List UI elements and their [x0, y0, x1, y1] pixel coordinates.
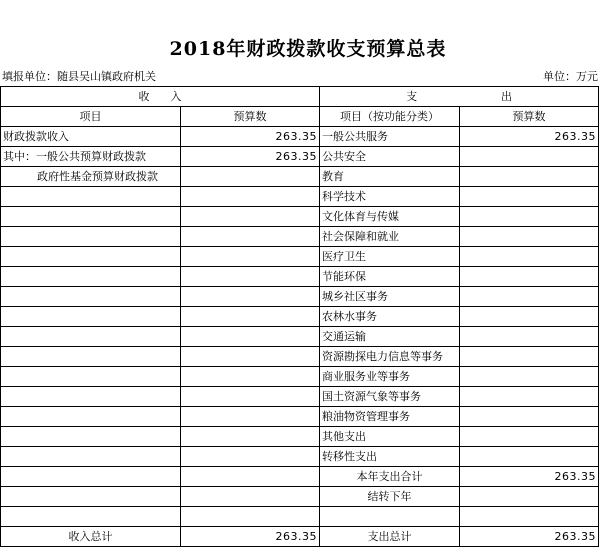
income-item-label: 其中：一般公共预算财政拨款	[1, 147, 181, 167]
table-row	[1, 287, 599, 307]
expense-item-value: 263.35	[460, 467, 599, 487]
expense-item-value	[460, 447, 599, 467]
col-header-budget-2: 预算数	[460, 107, 599, 127]
empty-cell	[1, 347, 181, 367]
expense-item-label: 教育	[320, 167, 460, 187]
empty-cell	[181, 487, 320, 507]
expense-item-value	[460, 387, 599, 407]
expense-item-value	[460, 407, 599, 427]
empty-cell	[181, 247, 320, 267]
income-item-value: 263.35	[181, 147, 320, 167]
unit-row	[0, 68, 598, 84]
expense-item-value	[460, 187, 599, 207]
expense-item-label: 国土资源气象等事务	[320, 387, 460, 407]
empty-cell	[181, 407, 320, 427]
table-row	[1, 447, 599, 467]
expense-item-value	[460, 327, 599, 347]
empty-cell	[181, 287, 320, 307]
expense-item-value	[460, 287, 599, 307]
empty-cell	[460, 507, 599, 527]
table-row	[1, 347, 599, 367]
empty-cell	[181, 347, 320, 367]
empty-cell	[181, 327, 320, 347]
empty-cell	[1, 507, 181, 527]
table-row	[1, 147, 599, 167]
expense-item-label: 城乡社区事务	[320, 287, 460, 307]
income-item-label: 财政拨款收入	[1, 127, 181, 147]
empty-cell	[181, 187, 320, 207]
empty-cell	[181, 507, 320, 527]
table-row	[1, 427, 599, 447]
expense-item-value	[460, 227, 599, 247]
reporting-unit: 填报单位：随县吴山镇政府机关	[2, 70, 156, 83]
expense-item-value	[460, 147, 599, 167]
col-header-item: 项目	[1, 107, 181, 127]
column-header-row	[1, 107, 599, 127]
expense-item-label: 公共安全	[320, 147, 460, 167]
empty-cell	[181, 207, 320, 227]
empty-cell	[1, 187, 181, 207]
expense-section-header: 支 出	[320, 87, 599, 107]
expense-item-label: 社会保障和就业	[320, 227, 460, 247]
empty-cell	[1, 367, 181, 387]
expense-item-value	[460, 247, 599, 267]
empty-cell	[181, 387, 320, 407]
expense-item-label: 转移性支出	[320, 447, 460, 467]
expense-item-label: 本年支出合计	[320, 467, 460, 487]
table-row	[1, 167, 599, 187]
income-item-value: 263.35	[181, 127, 320, 147]
income-total-value: 263.35	[181, 527, 320, 547]
empty-cell	[181, 367, 320, 387]
expense-item-label: 结转下年	[320, 487, 460, 507]
expense-item-value	[460, 267, 599, 287]
expense-item-value	[460, 487, 599, 507]
empty-cell	[181, 227, 320, 247]
empty-cell	[181, 307, 320, 327]
expense-item-label: 农林水事务	[320, 307, 460, 327]
expense-item-label: 节能环保	[320, 267, 460, 287]
empty-cell	[1, 407, 181, 427]
empty-cell	[1, 307, 181, 327]
expense-item-label: 一般公共服务	[320, 127, 460, 147]
table-row	[1, 247, 599, 267]
income-section-header: 收 入	[1, 87, 320, 107]
empty-cell	[1, 287, 181, 307]
empty-cell	[181, 427, 320, 447]
empty-cell	[1, 327, 181, 347]
expense-total-value: 263.35	[460, 527, 599, 547]
expense-item-label: 粮油物资管理事务	[320, 407, 460, 427]
expense-item-value	[460, 427, 599, 447]
expense-total-label: 支出总计	[320, 527, 460, 547]
table-row	[1, 227, 599, 247]
empty-cell	[1, 427, 181, 447]
expense-item-label: 交通运输	[320, 327, 460, 347]
col-header-item-func: 项目（按功能分类）	[320, 107, 460, 127]
expense-item-label: 医疗卫生	[320, 247, 460, 267]
income-item-label: 政府性基金预算财政拨款	[1, 167, 181, 187]
expense-item-label: 商业服务业等事务	[320, 367, 460, 387]
table-row	[1, 507, 599, 527]
table-row	[1, 467, 599, 487]
expense-item-value	[460, 307, 599, 327]
empty-cell	[181, 447, 320, 467]
table-row	[1, 327, 599, 347]
expense-item-label: 科学技术	[320, 187, 460, 207]
expense-item-value	[460, 347, 599, 367]
empty-cell	[1, 247, 181, 267]
budget-table	[0, 86, 599, 547]
table-row	[1, 367, 599, 387]
col-header-budget: 预算数	[181, 107, 320, 127]
empty-cell	[1, 207, 181, 227]
expense-item-value	[460, 367, 599, 387]
empty-cell	[181, 267, 320, 287]
expense-item-value: 263.35	[460, 127, 599, 147]
table-row	[1, 407, 599, 427]
empty-cell	[320, 507, 460, 527]
empty-cell	[1, 267, 181, 287]
table-row	[1, 207, 599, 227]
currency-unit: 单位：万元	[543, 70, 598, 83]
table-row	[1, 187, 599, 207]
income-total-label: 收入总计	[1, 527, 181, 547]
income-item-value	[181, 167, 320, 187]
expense-item-value	[460, 207, 599, 227]
empty-cell	[1, 467, 181, 487]
empty-cell	[1, 487, 181, 507]
expense-item-label: 其他支出	[320, 427, 460, 447]
expense-item-label: 文化体育与传媒	[320, 207, 460, 227]
table-row	[1, 387, 599, 407]
expense-item-label: 资源勘探电力信息等事务	[320, 347, 460, 367]
table-row	[1, 127, 599, 147]
empty-cell	[1, 447, 181, 467]
table-row	[1, 267, 599, 287]
table-row	[1, 487, 599, 507]
section-header-row	[1, 87, 599, 107]
empty-cell	[1, 227, 181, 247]
expense-item-value	[460, 167, 599, 187]
totals-row	[1, 527, 599, 547]
page-title: 2018年财政拨款收支预算总表	[169, 38, 447, 60]
empty-cell	[181, 467, 320, 487]
empty-cell	[1, 387, 181, 407]
table-row	[1, 307, 599, 327]
